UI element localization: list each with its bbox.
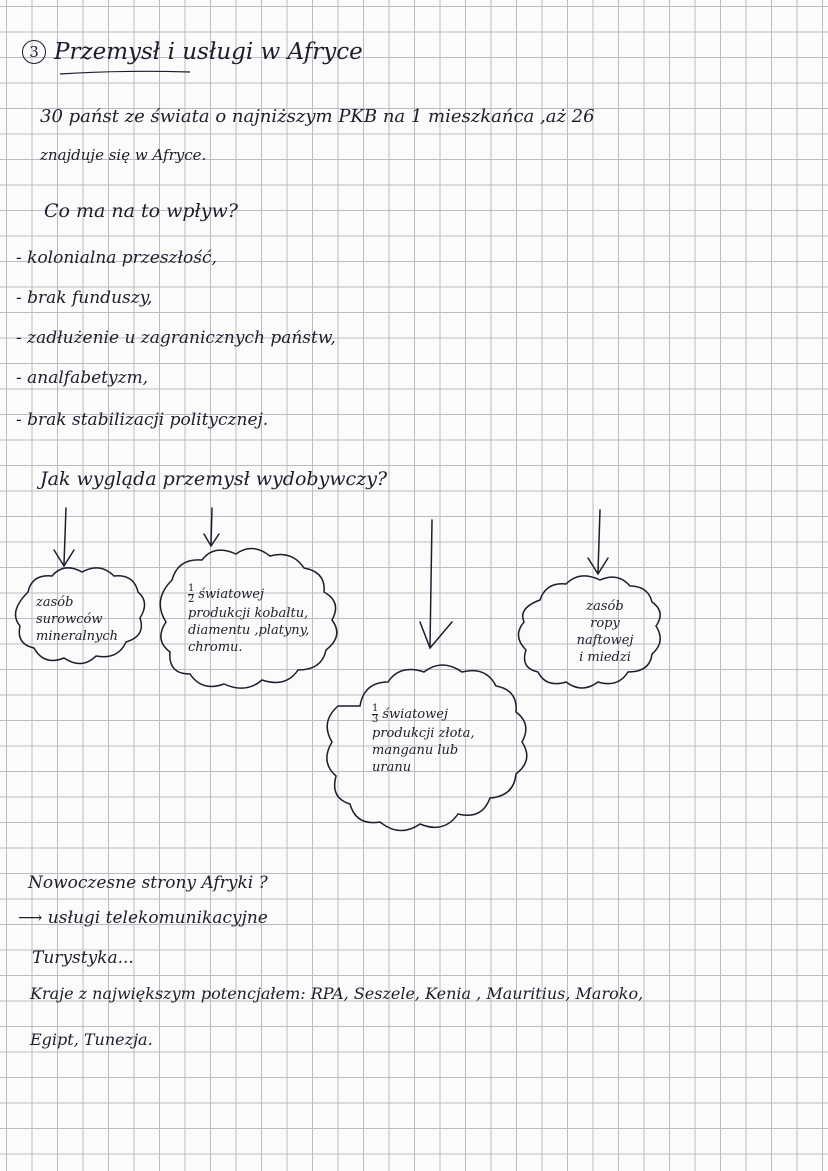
question-mining: Jak wygląda przemysł wydobywczy? <box>40 468 388 490</box>
cloud-third-production <box>372 704 522 776</box>
cloud-text: światowej <box>198 587 264 602</box>
arrow-down-icon <box>430 520 432 646</box>
factor-item: - brak stabilizacji politycznej. <box>16 410 269 430</box>
arrow-down-icon <box>64 508 66 564</box>
question-influence: Co ma na to wpływ? <box>44 200 238 222</box>
arrow-down-icon <box>211 508 212 544</box>
countries-line-1: Kraje z największym potencjałem: RPA, Seszele, Kenia , Mauritius, Maroko, <box>30 984 644 1003</box>
fraction: $\frac{1}{2}$ <box>188 583 195 605</box>
cloud-text: zasób <box>36 595 74 610</box>
modern-question: Nowoczesne strony Afryki ? <box>28 873 268 893</box>
intro-line-1: 30 państ ze świata o najniższym PKB na 1 mieszkańca ,aż 26 <box>40 106 595 127</box>
cloud-text: produkcji złota, <box>372 726 475 741</box>
cloud-text: naftowej <box>576 633 634 648</box>
services-line <box>18 910 268 927</box>
fraction: $\frac{1}{3}$ <box>372 703 379 725</box>
factor-item: - kolonialna przeszłość, <box>16 248 217 268</box>
cloud-half-production <box>188 584 358 656</box>
cloud-minerals <box>36 594 140 645</box>
arrow-right-icon: ⟶ <box>18 908 43 928</box>
cloud-oil-copper <box>560 598 650 666</box>
cloud-text: zasób <box>586 599 624 614</box>
tourism-line: Turystyka... <box>32 948 134 968</box>
arrow-down-icon <box>598 510 600 572</box>
cloud-text: produkcji kobaltu, <box>188 606 309 621</box>
cloud-text: chromu. <box>188 640 243 655</box>
factor-item: - brak funduszy, <box>16 288 153 308</box>
cloud-text: diamentu ,platyny, <box>188 623 310 638</box>
services-text: usługi telekomunikacyjne <box>47 908 268 928</box>
cloud-text: i miedzi <box>579 650 631 665</box>
cloud-text: manganu lub <box>372 743 459 758</box>
section-number: 3 <box>22 40 46 64</box>
cloud-text: uranu <box>372 760 412 775</box>
cloud-text: mineralnych <box>36 629 119 644</box>
cloud-text: światowej <box>382 707 448 722</box>
factor-item: - analfabetyzm, <box>16 368 149 388</box>
title-text: Przemysł i usługi w Afryce <box>54 39 363 65</box>
cloud-text: surowców <box>36 612 103 627</box>
cloud-text: ropy <box>590 616 620 631</box>
intro-line-2: znajduje się w Afryce. <box>40 146 207 164</box>
factor-item: - zadłużenie u zagranicznych państw, <box>16 328 336 348</box>
countries-line-2: Egipt, Tunezja. <box>30 1030 153 1049</box>
